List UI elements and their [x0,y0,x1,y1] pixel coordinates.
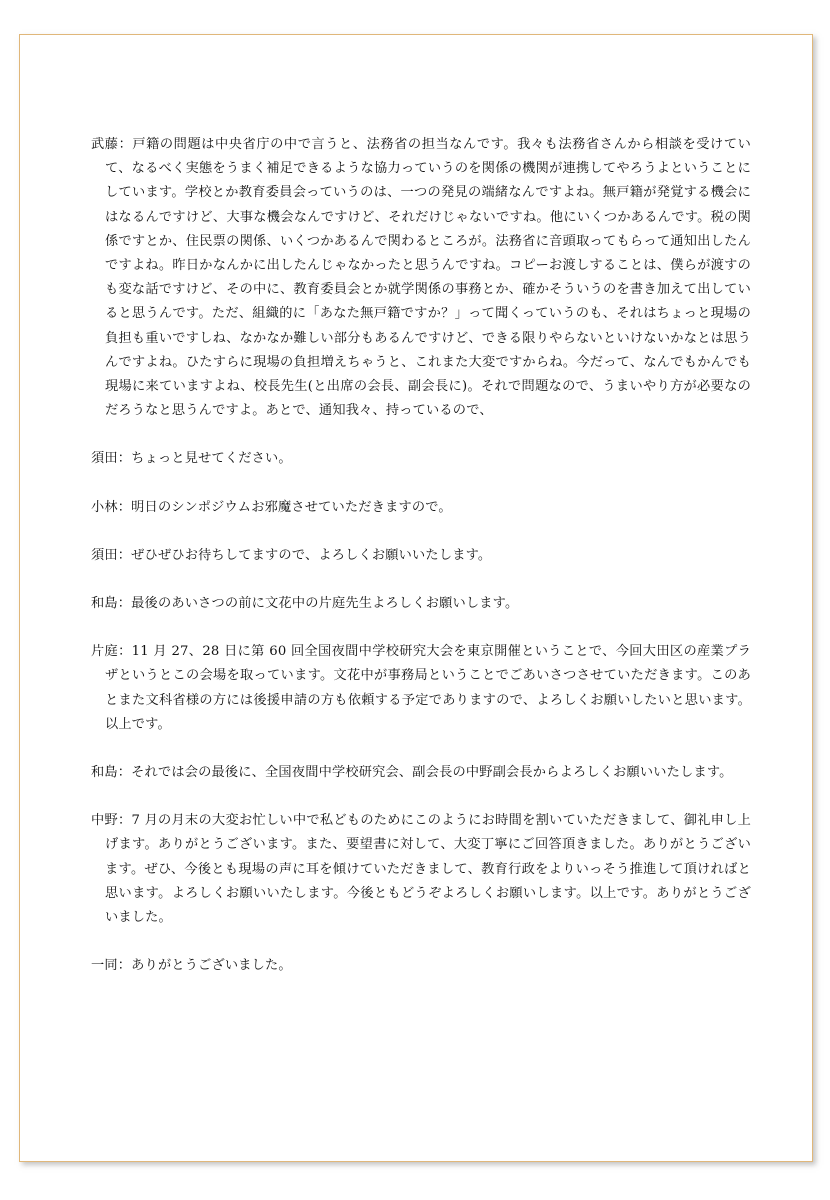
speaker-separator: ： [117,547,132,563]
document-page [19,34,813,1162]
transcript-body [91,133,751,1002]
speaker-name: 片庭 [91,644,119,660]
speaker-name: 武藤 [91,137,119,152]
utterance-text: ぜひぜひお待ちしてますので、よろしくお願いいたします。 [131,547,492,563]
speaker-separator: ： [117,596,132,612]
speaker-separator: ： [117,765,132,781]
utterance-text: 11 月 27、28 日に第 60 回全国夜間中学校研究大会を東京開催ということで、今回大田区の産業プラザというとこの会場を取っています。文花中が事務局ということでごあいさつさせていただきます。このあとまた文科省様の方には後援申請の方も依頼する予定でありますので、よろしくお願いしたいと思います。以上です。 [105,644,751,732]
utterance-text: それでは会の最後に、全国夜間中学校研究会、副会長の中野副会長からよろしくお願いいたします。 [131,765,733,781]
speaker-name: 須田 [91,451,118,467]
utterance-text: ちょっと見せてください。 [131,451,292,467]
speaker-separator: ： [117,958,132,974]
utterance-nakano [91,809,751,930]
speaker-name: 和島 [91,765,118,781]
speaker-separator: ： [117,813,132,829]
utterance-text: 最後のあいさつの前に文花中の片庭先生よろしくお願いします。 [131,596,519,612]
utterance-text: ありがとうございました。 [131,958,292,974]
speaker-name: 小林 [91,499,118,515]
utterance-text: 戸籍の問題は中央省庁の中で言うと、法務省の担当なんです。我々も法務省さんから相談を受けていて、なるべく実態をうまく補足できるような協力っていうのを関係の機関が連携してやろうよということにしています。学校とか教育委員会っていうのは、一つの発見の端緒なんですよね。無戸籍が発覚する機会にはなるんですけど、大事な機会なんですけど、それだけじゃないですね。他にいくつかあるんです。税の関係ですとか、住民票の関係、いくつかあるんで関わるところが。法務省に音頭取ってもらって通知出したんですよね。昨日かなんかに出したんじゃなかったと思うんですね。コピーお渡しすることは、僕らが渡すのも変な話ですけど、その中に、教育委員会とか就学関係の事務とか、確かそういうのを書き加えて出していると思うんです。ただ、組織的に「あなた無戸籍ですか？」って聞くっていうのも、それはちょっと現場の負担も重いですしね、なかなか難しい部分もあるんですけど、できる限りやらないといけないかなとは思うんですよね。ひたすらに現場の負担増えちゃうと、これまた大変ですからね。今だって、なんでもかんでも現場に来ていますよね、校長先生(と出席の会長、副会長に)。それで問題なので、うまいやり方が必要なのだろうなと思うんですよ。あとで、通知我々、持っているので、 [105,137,751,419]
utterance-text: 7 月の月末の大変お忙しい中で私どものためにこのようにお時間を割いていただきまして、御礼申し上げます。ありがとうございます。また、要望書に対して、大変丁寧にご回答頂きました。ありがとうございます。ぜひ、今後とも現場の声に耳を傾けていただきまして、教育行政をよりいっそう推進して頂ければと思います。よろしくお願いいたします。今後ともどうぞよろしくお願いします。以上です。ありがとうございました。 [105,813,752,926]
speaker-separator: ： [118,644,132,660]
utterance-kobayashi [91,496,751,520]
utterance-wajima-1 [91,592,751,616]
speaker-separator: ： [117,451,132,467]
speaker-name: 須田 [91,547,118,563]
utterance-kataniwa [91,640,751,737]
speaker-name: 和島 [91,596,118,612]
utterance-wajima-2 [91,761,751,785]
utterance-all [91,954,751,978]
utterance-suda-2 [91,544,751,568]
utterance-suda-1 [91,447,751,471]
speaker-separator: ： [118,137,133,152]
utterance-muto [91,133,751,423]
utterance-text: 明日のシンポジウムお邪魔させていただきますので。 [131,499,452,515]
speaker-separator: ： [117,499,132,515]
speaker-name: 中野 [91,813,118,829]
speaker-name: 一同 [91,958,118,974]
